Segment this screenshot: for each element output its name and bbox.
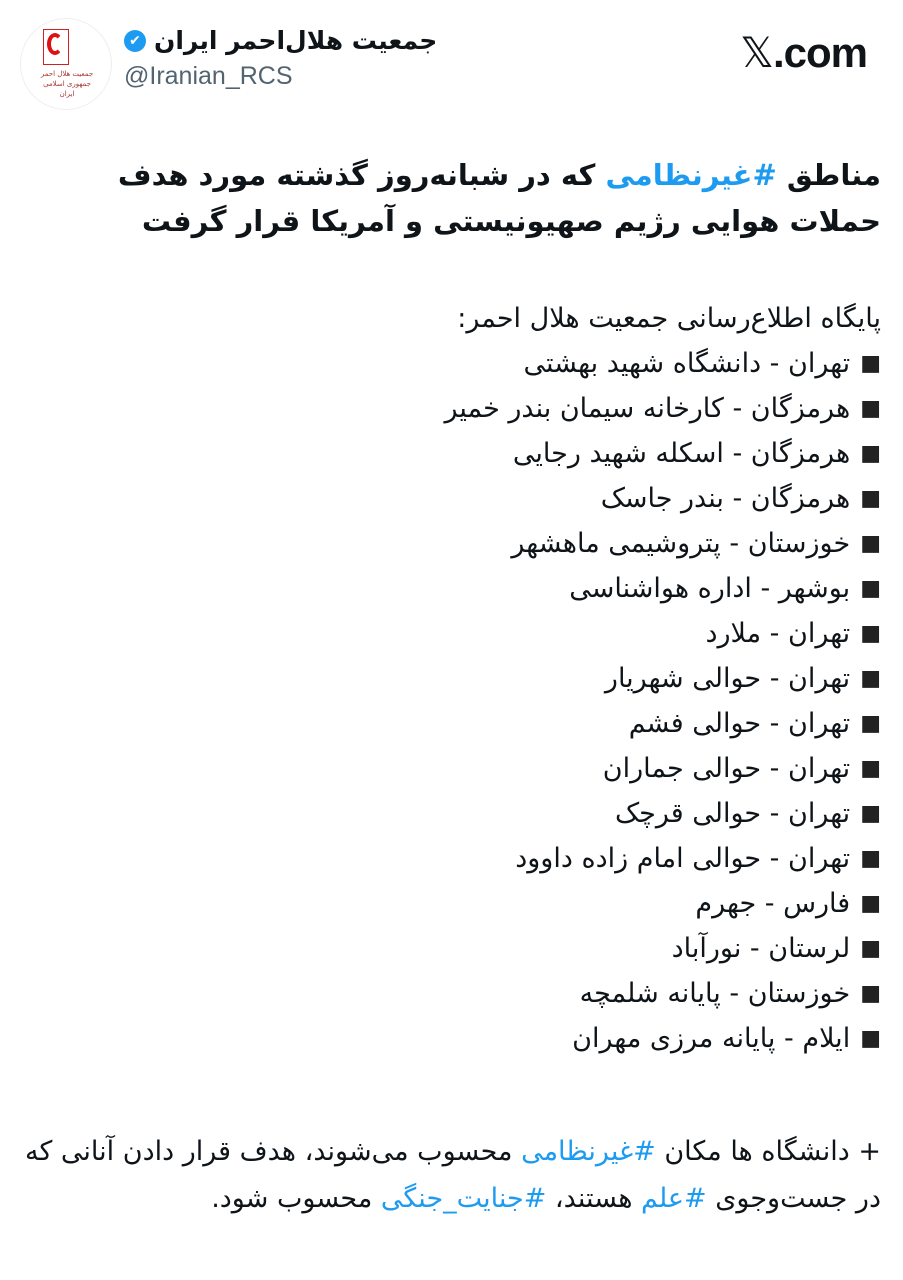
list-item-text: فارس - جهرم [695, 888, 851, 919]
author-row [124, 26, 437, 55]
footer-text: محسوب می‌شوند، هدف قرار دادن آنانی که در جست‌وجوی [25, 1136, 881, 1214]
list-item-text: تهران - دانشگاه شهید بهشتی [523, 348, 851, 379]
square-bullet-icon: ■ [860, 1026, 881, 1051]
square-bullet-icon: ■ [860, 396, 881, 421]
footer-text: محسوب شود. [211, 1183, 381, 1214]
list-item [22, 746, 881, 791]
list-item [22, 1016, 881, 1061]
title-text: مناطق [776, 158, 881, 192]
hashtag-link[interactable]: #جنایت_جنگی [380, 1183, 547, 1214]
list-item [22, 431, 881, 476]
square-bullet-icon: ■ [860, 981, 881, 1006]
author-name[interactable]: جمعیت هلال‌احمر ایران [154, 26, 438, 55]
title-text: که در شبانه‌روز گذشته مورد هدف حملات هوایی رژیم صهیونیستی و آمریکا قرار گرفت [117, 158, 881, 238]
list-item [22, 566, 881, 611]
square-bullet-icon: ■ [860, 531, 881, 556]
author-handle[interactable]: @Iranian_RCS [124, 62, 293, 90]
square-bullet-icon: ■ [860, 351, 881, 376]
list-item [22, 476, 881, 521]
square-bullet-icon: ■ [860, 666, 881, 691]
list-item-text: لرستان - نورآباد [671, 933, 851, 964]
hashtag-link[interactable]: #غیرنظامی [521, 1136, 656, 1167]
list-item-text: تهران - ملارد [705, 618, 851, 649]
tweet-footer [22, 1128, 881, 1222]
list-item [22, 971, 881, 1016]
list-item [22, 881, 881, 926]
tweet-title [22, 152, 881, 244]
tweet-header [20, 18, 883, 108]
list-item [22, 386, 881, 431]
square-bullet-icon: ■ [860, 891, 881, 916]
footer-text: + دانشگاه ها مکان [655, 1136, 881, 1167]
square-bullet-icon: ■ [860, 936, 881, 961]
logo-script: جمعیت هلال احمر جمهوری اسلامی ایران [40, 70, 94, 98]
list-item [22, 611, 881, 656]
avatar[interactable] [20, 18, 112, 110]
list-item-text: هرمزگان - اسکله شهید رجایی [512, 438, 851, 469]
hashtag-link[interactable]: #علم [641, 1183, 707, 1214]
list-item-text: هرمزگان - بندر جاسک [600, 483, 851, 514]
brand-domain: .com [772, 29, 867, 76]
list-item [22, 521, 881, 566]
square-bullet-icon: ■ [860, 801, 881, 826]
square-bullet-icon: ■ [860, 576, 881, 601]
list-item-text: تهران - حوالی قرچک [614, 798, 851, 829]
list-item-text: بوشهر - اداره هواشناسی [569, 573, 851, 604]
list-item-text: هرمزگان - کارخانه سیمان بندر خمیر [444, 393, 851, 424]
list-item-text: تهران - حوالی فشم [628, 708, 851, 739]
list-item [22, 926, 881, 971]
square-bullet-icon: ■ [860, 846, 881, 871]
footer-text: هستند، [546, 1183, 642, 1214]
square-bullet-icon: ■ [860, 711, 881, 736]
red-crescent-icon [47, 33, 63, 55]
list-item [22, 656, 881, 701]
list-item [22, 791, 881, 836]
list-item [22, 341, 881, 386]
square-bullet-icon: ■ [860, 486, 881, 511]
list-item [22, 836, 881, 881]
list-item-text: ایلام - پایانه مرزی مهران [572, 1023, 851, 1054]
x-icon: 𝕏 [740, 28, 773, 77]
square-bullet-icon: ■ [860, 756, 881, 781]
list-item-text: خوزستان - پتروشیمی ماهشهر [511, 528, 851, 559]
list-item-text: تهران - حوالی جماران [602, 753, 851, 784]
square-bullet-icon: ■ [860, 441, 881, 466]
square-bullet-icon: ■ [860, 621, 881, 646]
hashtag-link[interactable]: #غیرنظامی [605, 158, 777, 192]
verified-badge-icon: ✔ [124, 30, 146, 52]
list-item-text: تهران - حوالی شهریار [604, 663, 851, 694]
x-logo [740, 28, 867, 77]
list-item-text: تهران - حوالی امام زاده داوود [515, 843, 851, 874]
list-item [22, 701, 881, 746]
location-list [22, 341, 881, 1061]
lead-text: پایگاه اطلاع‌رسانی جمعیت هلال احمر: [457, 303, 881, 334]
list-item-text: خوزستان - پایانه شلمچه [579, 978, 851, 1009]
